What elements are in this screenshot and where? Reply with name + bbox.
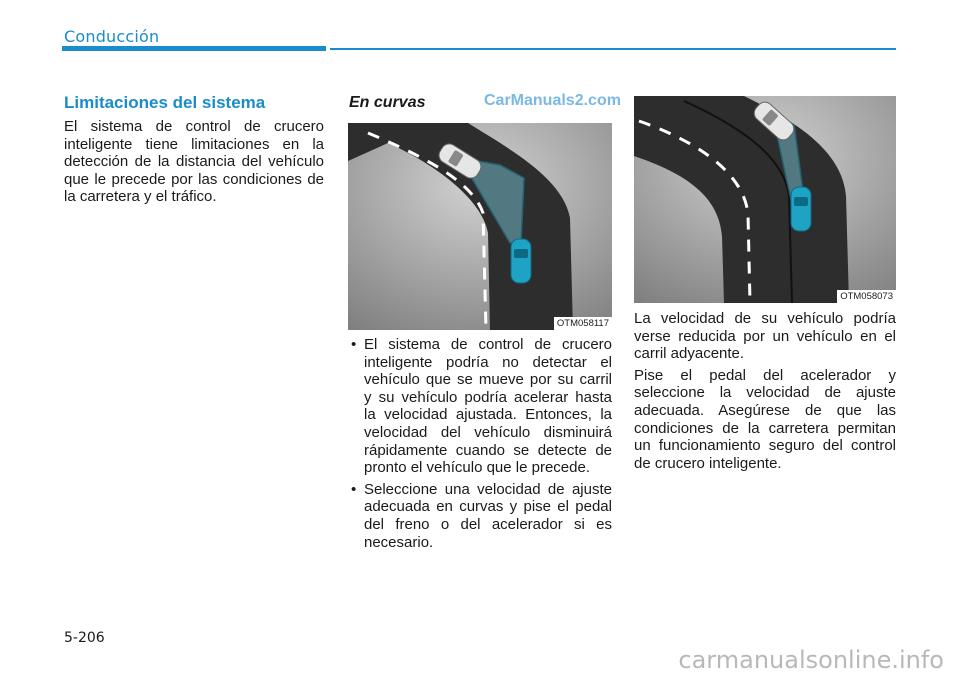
section-header: Conducción [64,27,160,46]
bullet-list [349,336,612,555]
ego-vehicle [791,187,811,231]
right-text [634,310,896,476]
right-paragraph: Pise el pedal del acelerador y seleccione la velocidad de ajuste adecuada. Asegúrese de que las condiciones de la carretera permitan un funcionamiento seguro del control de crucero inteligente. [634,366,896,472]
subsection-title: En curvas [349,94,426,111]
header-rule-thick [62,46,326,51]
header-rule-thin [330,48,896,50]
section-title: Limitaciones del sistema [64,93,266,112]
right-paragraph: La velocidad de su vehículo podría verse reducida por un vehículo en el carril adyacente. [634,310,896,363]
bullet-item: • El sistema de control de crucero inteligente podría no detectar el vehículo que se mueve por su carril y su vehículo podría acelerar hasta la velocidad ajustada. Entonces, la velocidad del vehículo disminuirá rápidamente cuando se detecte de pronto el vehículo que le precede. [349,336,612,477]
adjacent-lane-illustration [634,96,896,303]
figure-caption: OTM058073 [837,290,896,303]
page-number: 5-206 [64,630,105,646]
intro-paragraph: El sistema de control de crucero inteligente tiene limitaciones en la detección de la distancia del vehículo que le precede por las condiciones de la carretera y el tráfico. [64,118,324,206]
bullet-item: • Seleccione una velocidad de ajuste adecuada en curvas y pise el pedal del freno o del acelerador si es necesario. [349,481,612,551]
ego-vehicle [511,239,531,283]
curve-illustration [348,123,612,330]
figure-adjacent-lane [634,96,896,303]
figure-caption: OTM058117 [554,317,612,330]
footer-site[interactable]: carmanualsonline.info [678,646,944,674]
figure-curve [348,123,612,330]
watermark: CarManuals2.com [484,92,621,109]
